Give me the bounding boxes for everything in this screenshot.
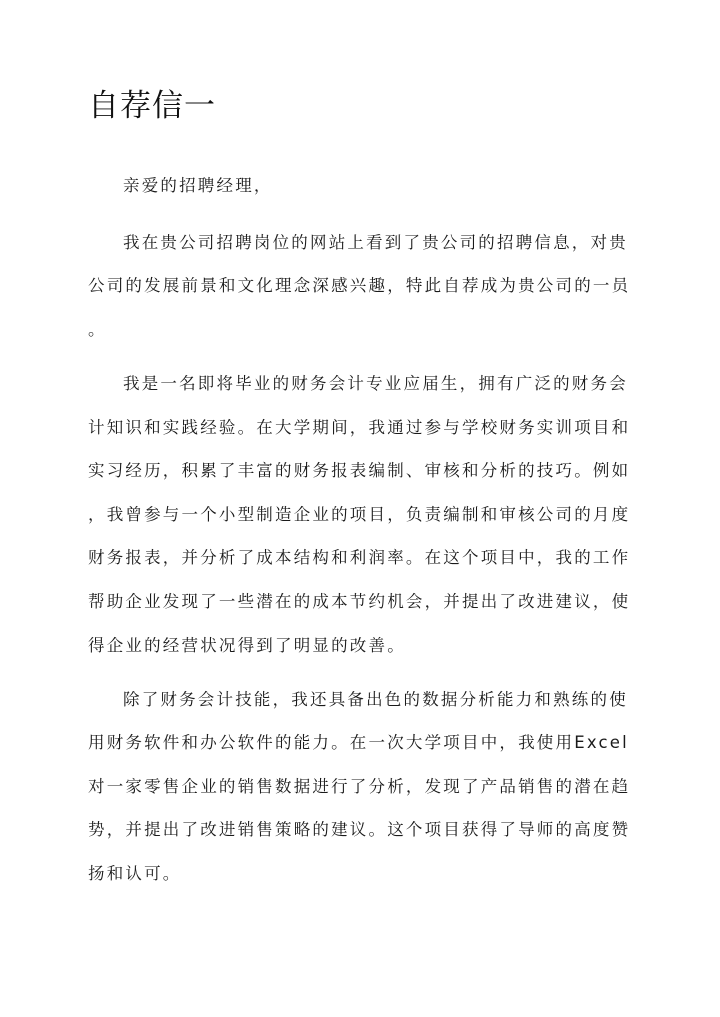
paragraph-1-line-2: 公司的发展前景和文化理念深感兴趣，特此自荐成为贵公司的一员 <box>88 276 631 295</box>
paragraph-2-line-6: 帮助企业发现了一些潜在的成本节约机会，并提出了改进建议，使 <box>88 592 631 611</box>
paragraph-1-line-1: 我在贵公司招聘岗位的网站上看到了贵公司的招聘信息，对贵 <box>123 233 628 252</box>
paragraph-2-line-7: 得企业的经营状况得到了明显的改善。 <box>88 636 406 655</box>
paragraph-3-line-4: 势，并提出了改进销售策略的建议。这个项目获得了导师的高度赞 <box>88 820 631 839</box>
document-title: 自荐信一 <box>88 88 216 124</box>
paragraph-3-line-3: 对一家零售企业的销售数据进行了分析，发现了产品销售的潜在趋 <box>88 777 631 796</box>
paragraph-2-line-4: ，我曾参与一个小型制造企业的项目，负责编制和审核公司的月度 <box>88 505 631 524</box>
paragraph-3-line-1: 除了财务会计技能，我还具备出色的数据分析能力和熟练的使 <box>123 690 628 709</box>
paragraph-2-line-5: 财务报表，并分析了成本结构和利润率。在这个项目中，我的工作 <box>88 548 631 567</box>
salutation-line: 亲爱的招聘经理， <box>123 176 273 195</box>
paragraph-2-line-2: 计知识和实践经验。在大学期间，我通过参与学校财务实训项目和 <box>88 418 631 437</box>
paragraph-2-line-3: 实习经历，积累了丰富的财务报表编制、审核和分析的技巧。例如 <box>88 461 631 480</box>
paragraph-3-line-5: 扬和认可。 <box>88 864 182 883</box>
paragraph-1-line-3: 。 <box>88 320 107 339</box>
paragraph-2-line-1: 我是一名即将毕业的财务会计专业应届生，拥有广泛的财务会 <box>123 374 628 393</box>
paragraph-3-line-2: 用财务软件和办公软件的能力。在一次大学项目中，我使用Excel <box>88 733 629 752</box>
